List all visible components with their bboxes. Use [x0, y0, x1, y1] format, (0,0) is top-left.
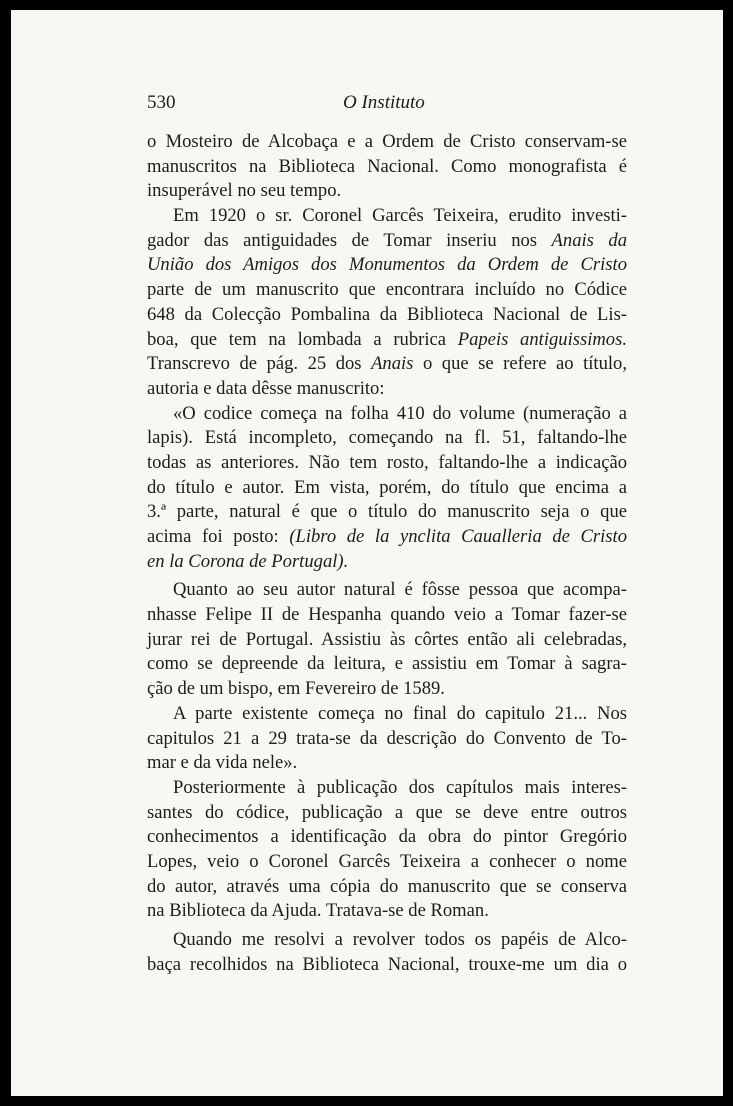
text-line: Lopes, veio o Coronel Garcês Teixeira a conhecer o nome	[147, 850, 627, 872]
text-line: parte de um manuscrito que encontrara incluído no Códice	[147, 279, 627, 301]
text-line: en la Corona de Portugal).	[147, 550, 349, 572]
text-line: como se depreende da leitura, e assistiu em Tomar à sagra-	[147, 653, 627, 675]
text-line	[147, 525, 627, 550]
text-line: autoria e data dêsse manuscrito:	[147, 377, 385, 399]
text-line: Posteriormente à publicação dos capítulos mais interes-	[173, 776, 627, 798]
text-line: ção de um bispo, em Fevereiro de 1589.	[147, 678, 445, 700]
text-run: Transcrevo de pág. 25 dos	[147, 353, 362, 375]
text-run: gador das antiguidades de Tomar inseriu nos	[147, 229, 538, 251]
text-line	[147, 229, 627, 254]
text-line: insuperável no seu tempo.	[147, 180, 342, 202]
quotation	[147, 578, 627, 701]
text-line: capitulos 21 a 29 trata-se da descrição do Convento de To-	[147, 727, 627, 749]
text-line: manuscritos na Biblioteca Nacional. Como monografista é	[147, 155, 627, 177]
text-line: do autor, através uma cópia do manuscrito que se conserva	[147, 875, 627, 897]
paragraph	[147, 130, 627, 204]
text-line: o Mosteiro de Alcobaça e a Ordem de Cristo conservam-se	[147, 131, 627, 152]
running-title: O Instituto	[343, 92, 425, 113]
page-header	[147, 92, 627, 122]
text-line: Quanto ao seu autor natural é fôsse pessoa que acompa-	[173, 579, 627, 601]
scanned-page	[11, 10, 723, 1096]
text-line: mar e da vida nele».	[147, 752, 298, 774]
text-line	[147, 352, 627, 377]
italic-run: Papeis antiguissimos.	[457, 328, 627, 350]
text-line	[147, 328, 627, 353]
text-line: do título e autor. Em vista, porém, do título que encima a	[147, 476, 627, 498]
text-run: o que se refere ao título,	[422, 353, 627, 375]
text-line: Em 1920 o sr. Coronel Garcês Teixeira, erudito investi-	[173, 205, 627, 227]
text-line: jurar rei de Portugal. Assistiu às côrtes então ali celebradas,	[147, 628, 627, 650]
italic-run: (Libro de la ynclita Caualleria de Cristo	[289, 526, 627, 547]
text-line: baça recolhidos na Biblioteca Nacional, trouxe-me um dia o	[147, 953, 627, 975]
text-line: 3.ª parte, natural é que o título do manuscrito seja o que	[147, 501, 627, 523]
text-run: acima foi posto:	[147, 526, 279, 547]
body-text	[147, 130, 627, 977]
text-line: União dos Amigos dos Monumentos da Ordem de Cristo	[147, 254, 627, 276]
quotation	[147, 702, 627, 776]
paragraph	[147, 928, 627, 977]
text-run: boa, que tem na lombada a rubrica	[147, 328, 447, 350]
text-line: A parte existente começa no final do capitulo 21... Nos	[173, 702, 627, 724]
text-line: conhecimentos a identificação da obra do pintor Gregório	[147, 826, 627, 848]
text-line: nhasse Felipe II de Hespanha quando veio a Tomar fazer-se	[147, 604, 627, 626]
page-number: 530	[147, 92, 176, 113]
text-line: «O codice começa na folha 410 do volume (numeração a	[173, 402, 627, 424]
text-line: Quando me resolvi a revolver todos os papéis de Alco-	[173, 929, 627, 950]
text-line: todas as anteriores. Não tem rosto, faltando-lhe a indicação	[147, 451, 627, 473]
text-line: lapis). Está incompleto, começando na fl. 51, faltando-lhe	[147, 427, 627, 449]
text-line: 648 da Colecção Pombalina da Biblioteca Nacional de Lis-	[147, 303, 627, 325]
paragraph	[147, 776, 627, 924]
italic-run: Anais	[371, 353, 414, 375]
paragraph	[147, 204, 627, 402]
quotation	[147, 402, 627, 575]
text-line: na Biblioteca da Ajuda. Tratava-se de Roman.	[147, 900, 489, 922]
text-line: santes do códice, publicação a que se deve entre outros	[147, 801, 627, 823]
italic-run: Anais da	[551, 229, 627, 251]
